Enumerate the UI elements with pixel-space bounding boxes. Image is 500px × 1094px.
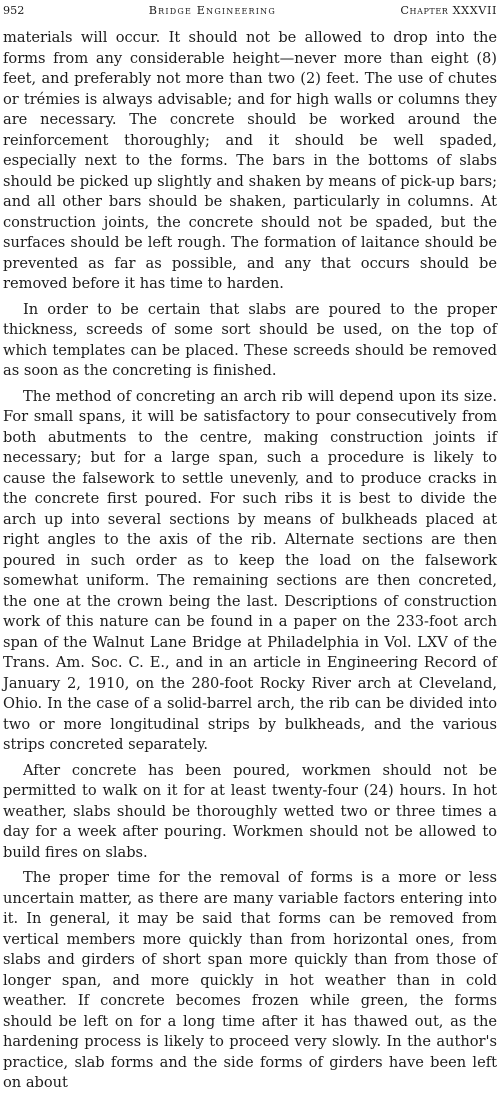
paragraph-screeds: In order to be certain that slabs are poured to the proper thickness, screeds of some sort should be used, on the top of which templates can be placed. These screeds should be removed as soon as the concreting is finished. [3, 300, 497, 379]
paragraph-arch-rib: The method of concreting an arch rib will depend upon its size. For small spans, it will be satisfactory to pour consecutively from both abutments to the centre, making construction joints if necessary; but for a large span, such a procedure is likely to cause the falsework to settle unevenly, and to produce cracks in the concrete first poured. For such ribs it is best to divide the arch up into several sections by means of bulkheads placed at right angles to the axis of the rib. Alternate sections are then poured in such order as to keep the load on the falsework somewhat uniform. The remaining sections are then concreted, the one at the crown being the last. Descriptions of construction work of this nature can be found in a paper on the 233-foot arch span of the Walnut Lane Bridge at Philadelphia in Vol. LXV of the Trans. Am. Soc. C. E., and in an article in Engineering Record of January 2, 1910, on the 280-foot Rocky River arch at Cleveland, Ohio. In the case of a solid-barrel arch, the rib can be divided into two or more longitudinal strips by bulkheads, and the various strips concreted separately. [3, 387, 497, 753]
body-text [3, 28, 497, 1094]
running-title: Bridge Engineering [148, 4, 276, 17]
running-head [3, 4, 497, 18]
paragraph-workmen: After concrete has been poured, workmen should not be permitted to walk on it for at least twenty-four (24) hours. In hot weather, slabs should be thoroughly wetted two or three times a day for a week after pouring. Workmen should not be allowed to build fires on slabs. [3, 761, 497, 861]
paragraph-continued: materials will occur. It should not be allowed to drop into the forms from any considerable height—never more than eight (8) feet, and preferably not more than two (2) feet. The use of chutes or trémies is always advisable; and for high walls or columns they are necessary. The concrete should be worked around the reinforcement thoroughly; and it should be well spaded, especially next to the forms. The bars in the bottoms of slabs should be picked up slightly and shaken by means of pick-up bars; and all other bars should be shaken, particularly in columns. At construction joints, the concrete should not be spaded, but the surfaces should be left rough. The formation of laitance should be prevented as far as possible, and any that occurs should be removed before it has time to harden. [3, 29, 497, 292]
paragraph-form-removal: The proper time for the removal of forms is a more or less uncertain matter, as there are many variable factors entering into it. In general, it may be said that forms can be removed from vertical members more quickly than from horizontal ones, from slabs and girders of short span more quickly than from those of longer span, and more quickly in hot weather than in cold weather. If concrete becomes frozen while green, the forms should be left on for a long time after it has thawed out, as the hardening process is likely to proceed very slowly. In the author's practice, slab forms and the side forms of girders have been left on about [3, 869, 497, 1091]
chapter-label: Chapter XXXVII [400, 4, 497, 17]
page-number: 952 [3, 4, 25, 17]
